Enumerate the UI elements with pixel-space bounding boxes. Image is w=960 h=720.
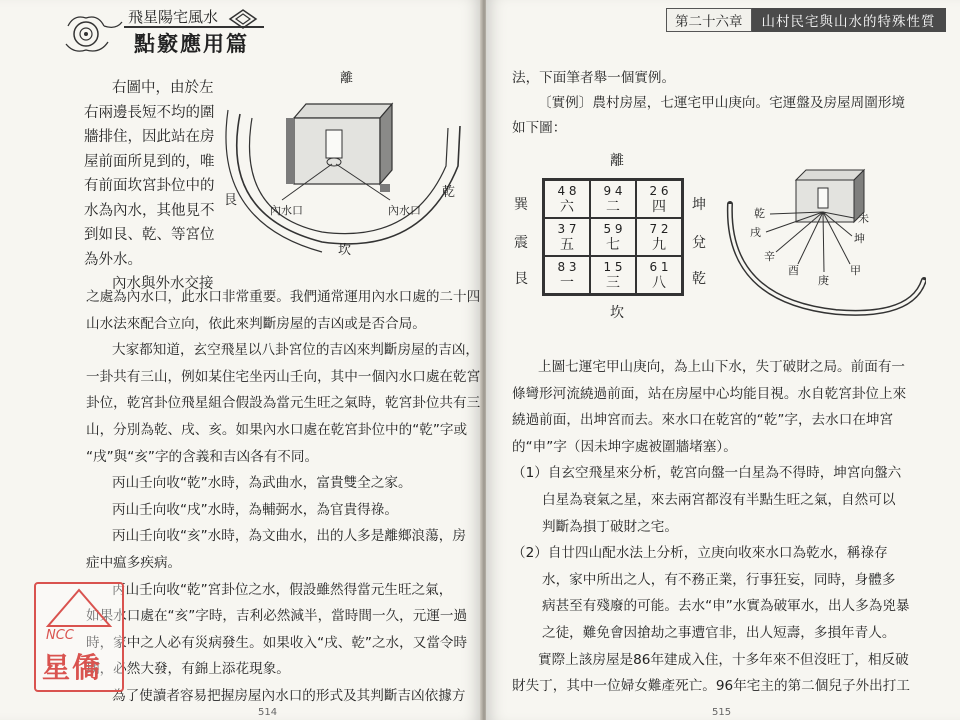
- text-line: 到如艮、乾、等宮位: [84, 227, 215, 243]
- triangle-logo-icon: [36, 584, 122, 630]
- cell-stars: 7 2: [649, 222, 669, 236]
- cell-num: 六: [560, 199, 574, 215]
- flying-star-grid: [514, 150, 714, 326]
- right-body: [512, 354, 910, 700]
- diagram-label-bottom: 坎: [338, 243, 352, 258]
- cell-num: 二: [606, 199, 620, 215]
- diagram-side-text: [84, 76, 215, 297]
- diagram-label-top: 離: [340, 71, 354, 86]
- water-mouth-left: 內水口: [270, 204, 303, 217]
- grid-label-bottom: 坎: [610, 305, 624, 321]
- grid-cell: [590, 218, 636, 256]
- text-line: 判斷為損丁破財之宅。: [542, 518, 678, 535]
- grid-cell: [636, 256, 682, 294]
- page-number-right: 515: [712, 707, 732, 718]
- grid-cell: [544, 218, 590, 256]
- right-page: [486, 0, 960, 720]
- text-line: 水，家中所出之人，有不務正業，行事狂妄，同時，身體多: [542, 571, 896, 588]
- site-label: 辛: [764, 250, 775, 263]
- text-line: 法，下面筆者舉一個實例。: [512, 70, 676, 86]
- cell-stars: 4 8: [557, 184, 577, 198]
- grid-cell: [544, 256, 590, 294]
- text-line: 條彎形河流繞過前面，站在房屋中心均能目視。水自乾宮卦位上來: [512, 385, 907, 402]
- house-diagram: [222, 66, 482, 261]
- site-label: 庚: [818, 274, 829, 287]
- grid-label-left-2: 震: [514, 235, 528, 251]
- cell-num: 五: [560, 237, 574, 253]
- series-title: 飛星陽宅風水: [128, 8, 219, 26]
- text-line: 內水與外水交接: [112, 276, 214, 292]
- site-label: 坤: [854, 232, 865, 245]
- cell-stars: 5 9: [603, 222, 623, 236]
- grid-label-left-1: 巽: [514, 197, 528, 213]
- text-line: 之處為內水口，此水口非常重要。我們通常運用內水口處的二十四: [86, 289, 481, 305]
- grid-box: [542, 178, 684, 296]
- cell-stars: 2 6: [649, 184, 669, 198]
- grid-label-top: 離: [610, 153, 624, 169]
- chapter-title: 山村民宅與山水的特殊性質: [752, 8, 946, 32]
- diamond-ornament-icon: [228, 8, 258, 30]
- grid-cell: [544, 180, 590, 218]
- cell-stars: 6 1: [649, 260, 669, 274]
- text-line: 右圖中，由於左: [112, 80, 214, 96]
- cell-stars: 3 7: [557, 222, 577, 236]
- text-line: 如下圖：: [512, 120, 567, 136]
- cell-stars: 9 4: [603, 184, 623, 198]
- water-mouth-right: 內水口: [388, 204, 421, 217]
- cell-num: 三: [606, 275, 620, 291]
- site-label: 乾: [754, 207, 765, 220]
- text-line: 丙山壬向收“戌”水時，為輔弼水，為官貴得祿。: [112, 501, 398, 518]
- diagram-label-right: 乾: [442, 185, 456, 200]
- text-line: 期，必然大發，有錦上添花現象。: [86, 661, 290, 678]
- text-line: 〔實例〕農村房屋，七運宅甲山庚向。宅運盤及房屋周圍形境: [538, 95, 906, 111]
- page-number-left: 514: [258, 707, 278, 718]
- text-line: 丙山壬向收“乾”宮卦位之水，假設雖然得當元生旺之氣，: [112, 581, 453, 598]
- site-label: 戌: [750, 226, 761, 239]
- left-body: [86, 284, 480, 710]
- text-line: （1）自玄空飛星來分析，乾宮向盤一白星為不得時，坤宮向盤六: [512, 465, 902, 482]
- text-line: “戌”與“亥”字的含義和吉凶各有不同。: [86, 448, 319, 465]
- cell-num: 一: [560, 275, 574, 291]
- right-intro: [512, 66, 905, 141]
- watermark-latin: NCC: [46, 628, 74, 643]
- text-line: 繞過前面，出坤宮而去。來水口在乾宮的“乾”字，去水口在坤宮: [512, 412, 894, 429]
- text-line: 水為內水，其他見不: [84, 202, 215, 219]
- site-diagram: [726, 160, 926, 320]
- cell-stars: 8 3: [557, 260, 577, 274]
- text-line: 有前面坎宮卦位中的: [84, 178, 215, 194]
- chapter-number: 第二十六章: [666, 8, 752, 32]
- text-line: 之徒，難免會因搶劫之事遭官非，出人短壽，多損年青人。: [542, 624, 896, 641]
- text-line: 丙山壬向收“亥”水時，為文曲水，出的人多是離鄉浪蕩，房: [112, 528, 466, 545]
- text-line: 一卦共有三山，例如某住宅坐丙山壬向，其中一個內水口處在乾宮: [86, 368, 481, 385]
- grid-label-right-2: 兌: [692, 235, 706, 251]
- text-line: 白星為衰氣之星，來去兩宮都沒有半點生旺之氣，自然可以: [542, 491, 896, 508]
- grid-cell: [636, 218, 682, 256]
- text-line: 時，家中之人必有災病發生。如果收入“戌、乾”之水，又當令時: [86, 634, 468, 651]
- grid-cell: [636, 180, 682, 218]
- text-line: 為了使讀者容易把握房屋內水口的形式及其判斷吉凶依據方: [112, 687, 466, 704]
- right-header: [666, 8, 946, 32]
- text-line: 卦位，乾宮卦位飛星組合假設為當元生旺之氣時，乾宮卦位共有三: [86, 395, 481, 412]
- grid-label-left-3: 艮: [514, 271, 528, 287]
- flower-ornament-icon: [60, 4, 130, 56]
- book-title: 點竅應用篇: [134, 31, 249, 56]
- site-label: 未: [858, 212, 869, 225]
- text-line: 牆排住，因此站在房: [84, 129, 215, 145]
- site-label: 酉: [788, 264, 799, 277]
- cell-num: 九: [652, 237, 666, 253]
- text-line: 丙山壬向收“乾”水時，為武曲水，富貴雙全之家。: [112, 475, 412, 492]
- text-line: 山水法來配合立向，依此來判斷房屋的吉凶或是否合局。: [86, 315, 426, 332]
- grid-label-right-3: 乾: [692, 271, 706, 287]
- text-line: 上圖七運宅甲山庚向，為上山下水，失丁破財之局。前面有一: [538, 359, 906, 375]
- cell-num: 七: [606, 237, 620, 253]
- cell-num: 四: [652, 199, 666, 215]
- text-line: 如果水口處在“亥”字時，吉利必然減半，當時間一久，元運一過: [86, 608, 468, 625]
- grid-label-right-1: 坤: [692, 197, 706, 213]
- text-line: 為外水。: [84, 251, 142, 268]
- text-line: 屋前面所見到的，唯: [84, 153, 215, 170]
- text-line: 的“申”字（因未坤字處被圍牆堵塞）。: [512, 438, 737, 455]
- text-line: 實際上該房屋是86年建成入住，十多年來不但沒旺丁，相反破: [538, 651, 909, 668]
- diagram-label-left: 艮: [224, 193, 238, 208]
- text-line: 病甚至有殘廢的可能。去水“申”水實為破軍水，出人多為兇暴: [542, 598, 910, 615]
- text-line: 症中瘟多疾病。: [86, 554, 182, 571]
- text-line: 大家都知道，玄空飛星以八卦宮位的吉凶來判斷房屋的吉凶，: [112, 342, 480, 359]
- site-label: 甲: [850, 264, 861, 277]
- cell-num: 八: [652, 275, 666, 291]
- text-line: 山，分別為乾、戌、亥。如果內水口處在乾宮卦位中的“乾”字或: [86, 421, 468, 438]
- left-header: [60, 4, 250, 56]
- text-line: 右兩邊長短不均的圍: [84, 104, 215, 121]
- text-line: （2）自廿四山配水法上分析，立庚向收來水口為乾水，稱祿存: [512, 545, 888, 562]
- text-line: 財失丁，其中一位婦女難產死亡。96年宅主的第二個兒子外出打工: [512, 678, 910, 695]
- watermark-stamp: [34, 582, 124, 692]
- watermark-chinese: 星僑: [42, 651, 103, 684]
- grid-cell: [590, 180, 636, 218]
- grid-cell: [590, 256, 636, 294]
- cell-stars: 1 5: [603, 260, 623, 274]
